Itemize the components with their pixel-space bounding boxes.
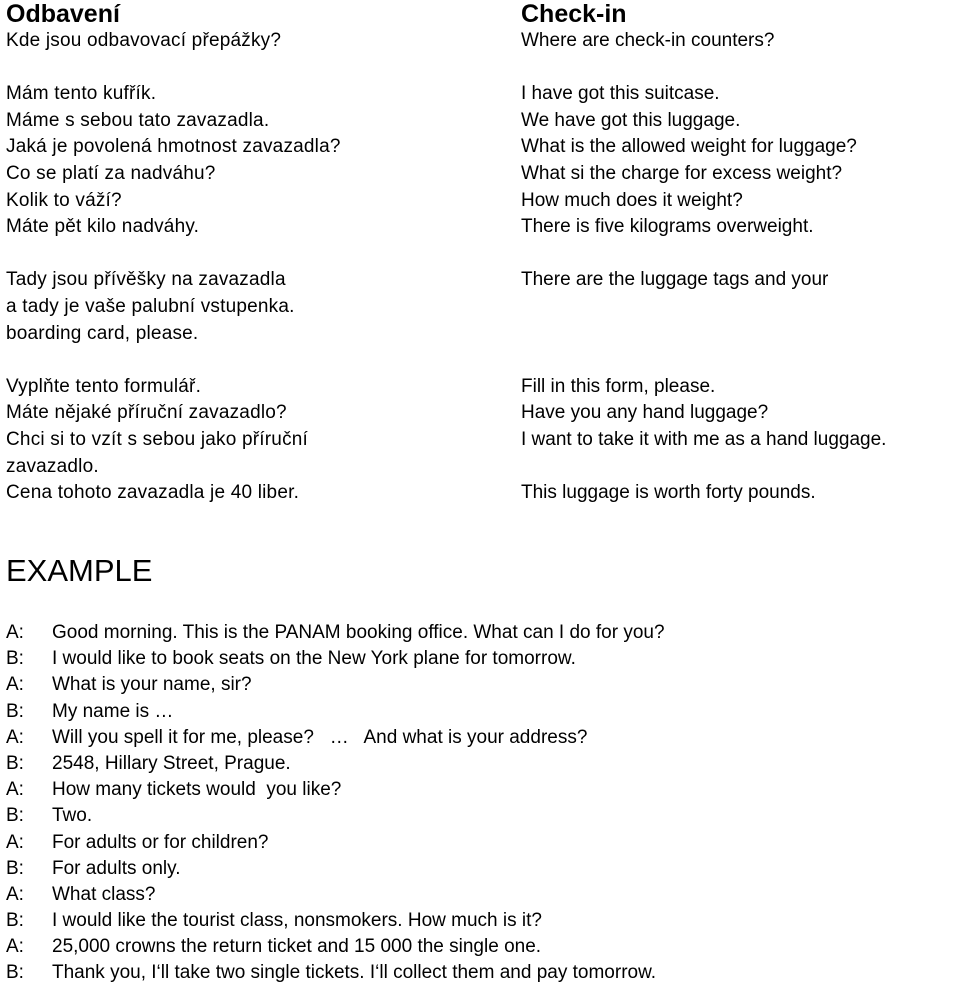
dialogue-text: What class? bbox=[52, 883, 156, 905]
czech-phrase: Co se platí za nadváhu? bbox=[6, 162, 216, 184]
english-phrase-list bbox=[521, 28, 960, 507]
dialogue-text: I would like the tourist class, nonsmokers. How much is it? bbox=[52, 910, 542, 932]
example-dialogue bbox=[6, 620, 956, 987]
dialogue-text: Good morning. This is the PANAM booking office. What can I do for you? bbox=[52, 622, 665, 643]
spacer bbox=[6, 55, 496, 82]
dialogue-text: Thank you, I‘ll take two single tickets. I‘ll collect them and pay tomorrow. bbox=[52, 962, 657, 984]
dialogue-line bbox=[6, 830, 956, 856]
english-phrase: This luggage is worth forty pounds. bbox=[521, 482, 816, 504]
dialogue-line bbox=[6, 777, 956, 803]
czech-phrase: Vyplňte tento formulář. bbox=[6, 375, 202, 397]
speaker-label: A: bbox=[6, 883, 24, 905]
english-phrase: We have got this luggage. bbox=[521, 109, 741, 131]
speaker-label: A: bbox=[6, 674, 24, 696]
czech-phrase: Máte pět kilo nadváhy. bbox=[6, 216, 200, 238]
spacer bbox=[6, 347, 496, 374]
czech-phrase: Jaká je povolená hmotnost zavazadla? bbox=[6, 136, 341, 158]
speaker-label: A: bbox=[6, 726, 24, 748]
dialogue-line bbox=[6, 934, 956, 960]
czech-phrase: Tady jsou přívěšky na zavazadla bbox=[6, 269, 286, 291]
speaker-label: B: bbox=[6, 805, 24, 827]
english-phrase: I have got this suitcase. bbox=[521, 83, 720, 105]
speaker-label: B: bbox=[6, 962, 24, 984]
english-phrase: There are the luggage tags and your bbox=[521, 269, 829, 291]
czech-heading: Odbavení bbox=[6, 0, 120, 28]
speaker-label: A: bbox=[6, 779, 24, 801]
speaker-label: B: bbox=[6, 648, 24, 670]
dialogue-line bbox=[6, 672, 956, 698]
czech-phrase: boarding card, please. bbox=[6, 322, 199, 344]
spacer bbox=[521, 241, 960, 268]
english-phrase: How much does it weight? bbox=[521, 189, 743, 211]
speaker-label: B: bbox=[6, 910, 24, 932]
english-phrase: What si the charge for excess weight? bbox=[521, 162, 843, 184]
dialogue-text: How many tickets would you like? bbox=[52, 779, 342, 801]
dialogue-text: I would like to book seats on the New York plane for tomorrow. bbox=[52, 648, 576, 670]
english-phrase: Have you any hand luggage? bbox=[521, 402, 769, 424]
dialogue-text: Will you spell it for me, please? … And what is your address? bbox=[52, 726, 588, 748]
speaker-label: B: bbox=[6, 752, 24, 774]
speaker-label: A: bbox=[6, 622, 24, 643]
english-phrase: There is five kilograms overweight. bbox=[521, 216, 814, 238]
dialogue-text: What is your name, sir? bbox=[52, 674, 252, 696]
example-title: EXAMPLE bbox=[6, 553, 153, 588]
english-column bbox=[521, 0, 960, 507]
czech-phrase: zavazadlo. bbox=[6, 455, 99, 477]
czech-phrase: Cena tohoto zavazadla je 40 liber. bbox=[6, 482, 300, 504]
czech-phrase: Chci si to vzít s sebou jako příruční bbox=[6, 428, 309, 450]
czech-phrase: Mám tento kufřík. bbox=[6, 83, 157, 105]
spacer bbox=[521, 321, 960, 348]
dialogue-text: For adults or for children? bbox=[52, 831, 269, 853]
czech-phrase: Máme s sebou tato zavazadla. bbox=[6, 109, 270, 131]
dialogue-line bbox=[6, 699, 956, 725]
czech-phrase: Kolik to váží? bbox=[6, 189, 122, 211]
dialogue-text: For adults only. bbox=[52, 857, 181, 879]
dialogue-line bbox=[6, 882, 956, 908]
czech-column bbox=[6, 0, 496, 507]
english-phrase: I want to take it with me as a hand luggage. bbox=[521, 428, 887, 450]
spacer bbox=[521, 55, 960, 82]
english-phrase: Fill in this form, please. bbox=[521, 375, 716, 397]
english-heading: Check-in bbox=[521, 0, 627, 28]
dialogue-line bbox=[6, 960, 956, 986]
english-phrase: What is the allowed weight for luggage? bbox=[521, 136, 857, 158]
dialogue-line bbox=[6, 856, 956, 882]
dialogue-line bbox=[6, 725, 956, 751]
speaker-label: B: bbox=[6, 700, 24, 722]
czech-phrase: Kde jsou odbavovací přepážky? bbox=[6, 30, 282, 51]
speaker-label: A: bbox=[6, 936, 24, 958]
spacer bbox=[521, 347, 960, 374]
speaker-label: B: bbox=[6, 857, 24, 879]
dialogue-line bbox=[6, 620, 956, 646]
speaker-label: A: bbox=[6, 831, 24, 853]
spacer bbox=[6, 241, 496, 268]
dialogue-line bbox=[6, 803, 956, 829]
english-phrase: Where are check-in counters? bbox=[521, 30, 775, 51]
czech-phrase: Máte nějaké příruční zavazadlo? bbox=[6, 402, 287, 424]
czech-phrase: a tady je vaše palubní vstupenka. bbox=[6, 295, 295, 317]
dialogue-line bbox=[6, 646, 956, 672]
spacer bbox=[521, 294, 960, 321]
dialogue-text: My name is … bbox=[52, 700, 174, 722]
dialogue-text: 25,000 crowns the return ticket and 15 000 the single one. bbox=[52, 936, 542, 958]
dialogue-text: Two. bbox=[52, 805, 93, 827]
dialogue-line bbox=[6, 908, 956, 934]
dialogue-line bbox=[6, 751, 956, 777]
dialogue-text: 2548, Hillary Street, Prague. bbox=[52, 752, 291, 774]
spacer bbox=[521, 454, 960, 481]
czech-phrase-list bbox=[6, 28, 496, 507]
